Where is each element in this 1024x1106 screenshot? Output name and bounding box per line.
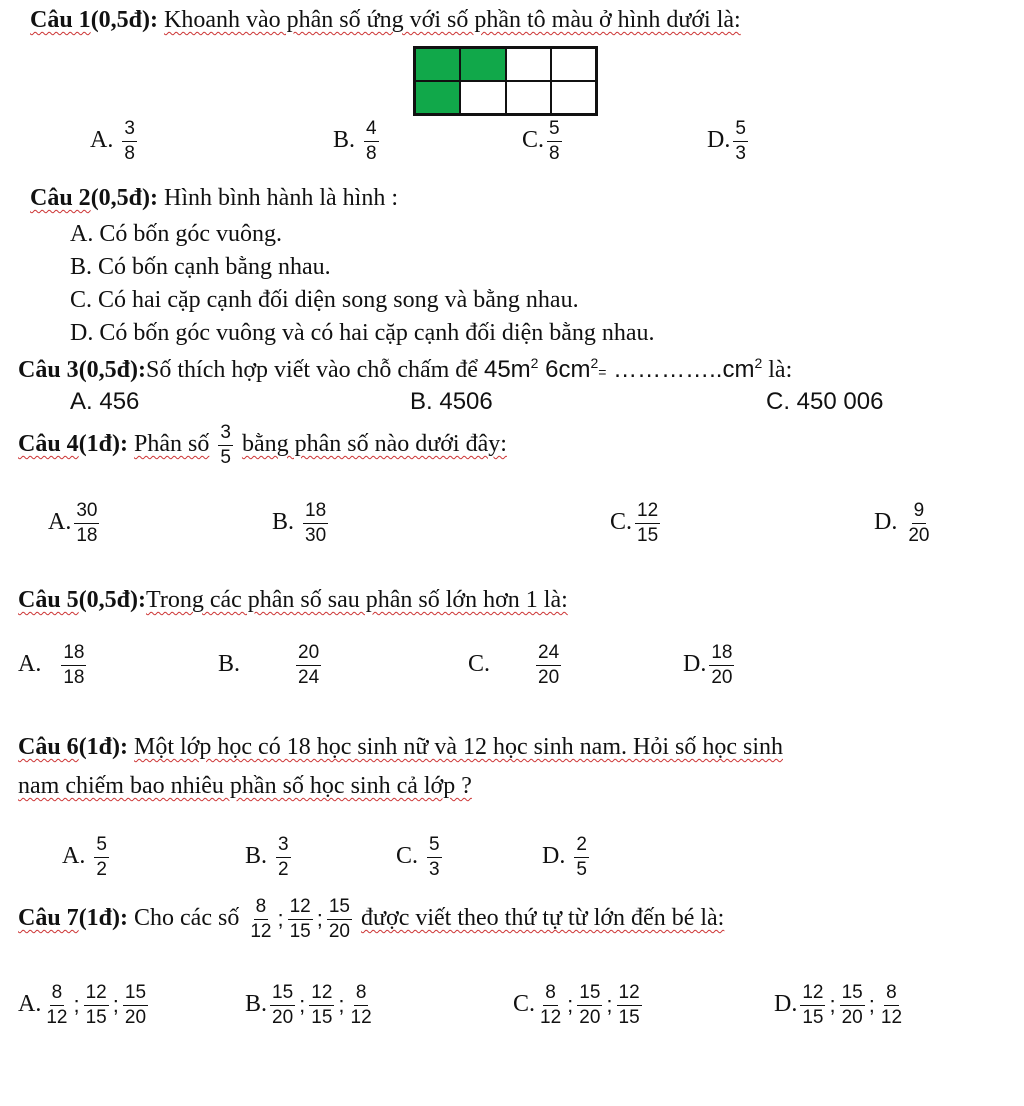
denominator: 12 bbox=[540, 1006, 562, 1028]
fraction bbox=[94, 834, 109, 881]
denominator: 8 bbox=[549, 142, 560, 164]
fraction bbox=[327, 896, 352, 943]
q7-option-a[interactable] bbox=[18, 982, 151, 1029]
q1-option-b[interactable] bbox=[333, 118, 382, 165]
numerator: 20 bbox=[296, 642, 321, 666]
q3-option-b[interactable]: B. 4506 bbox=[410, 388, 493, 415]
denominator: 5 bbox=[576, 858, 587, 880]
denominator: 20 bbox=[711, 666, 733, 688]
fraction bbox=[574, 834, 589, 881]
q6-points: (1đ): bbox=[78, 734, 129, 760]
q6-option-b[interactable] bbox=[245, 834, 294, 881]
fraction bbox=[122, 118, 137, 165]
fraction bbox=[364, 118, 379, 165]
fraction bbox=[303, 500, 328, 547]
numerator: 8 bbox=[50, 982, 65, 1006]
q7-label: Câu 7 bbox=[18, 904, 79, 931]
numerator: 18 bbox=[61, 642, 86, 666]
fraction bbox=[538, 982, 563, 1029]
fraction bbox=[577, 982, 602, 1029]
q6-option-d[interactable] bbox=[542, 834, 592, 881]
option-letter: C. bbox=[610, 508, 633, 535]
option-letter: A. bbox=[48, 508, 72, 535]
q7-option-d[interactable] bbox=[774, 982, 907, 1029]
exponent: 2 bbox=[754, 355, 763, 371]
fraction bbox=[733, 118, 748, 165]
q4-option-c[interactable] bbox=[610, 500, 663, 547]
fraction bbox=[349, 982, 374, 1029]
q5-option-d[interactable] bbox=[683, 642, 737, 689]
q2-option-b[interactable]: B. Có bốn cạnh bằng nhau. bbox=[70, 254, 331, 280]
q5-text: Trong các phân số sau phân số lớn hơn 1 là: bbox=[146, 587, 568, 613]
q1-label: Câu 1 bbox=[30, 7, 91, 33]
denominator: 20 bbox=[538, 666, 560, 688]
option-letter: D. bbox=[774, 990, 798, 1017]
q6-line2-text: nam chiếm bao nhiêu phần số học sinh cả lớp ? bbox=[18, 773, 472, 799]
q5-label: Câu 5 bbox=[18, 587, 79, 613]
separator: ; bbox=[277, 906, 284, 932]
denominator: 15 bbox=[85, 1006, 107, 1028]
numerator: 12 bbox=[635, 500, 660, 524]
fraction bbox=[218, 422, 233, 469]
separator: ; bbox=[73, 992, 80, 1018]
numerator: 5 bbox=[427, 834, 442, 858]
numerator: 15 bbox=[123, 982, 148, 1006]
numerator: 15 bbox=[270, 982, 295, 1006]
fraction bbox=[547, 118, 562, 165]
grid-cell-shaded bbox=[415, 81, 460, 114]
q4-option-d[interactable] bbox=[874, 500, 934, 547]
separator: ; bbox=[829, 992, 836, 1018]
denominator: 30 bbox=[305, 524, 327, 546]
grid-cell-empty bbox=[460, 81, 505, 114]
numerator: 12 bbox=[309, 982, 334, 1006]
numerator: 8 bbox=[354, 982, 369, 1006]
q3-expression bbox=[484, 356, 762, 383]
numerator: 3 bbox=[122, 118, 137, 142]
fraction bbox=[296, 642, 321, 689]
denominator: 2 bbox=[278, 858, 289, 880]
numerator: 12 bbox=[617, 982, 642, 1006]
q2-option-c[interactable]: C. Có hai cặp cạnh đối diện song song và bằng nhau. bbox=[70, 287, 579, 313]
q6-option-a[interactable] bbox=[62, 834, 112, 881]
denominator: 8 bbox=[124, 142, 135, 164]
q4-option-a[interactable] bbox=[48, 500, 102, 547]
fraction bbox=[270, 982, 295, 1029]
fraction bbox=[74, 500, 99, 547]
numerator: 12 bbox=[84, 982, 109, 1006]
denominator: 15 bbox=[637, 524, 659, 546]
fraction bbox=[84, 982, 109, 1029]
denominator: 3 bbox=[735, 142, 746, 164]
fraction bbox=[123, 982, 148, 1029]
denominator: 20 bbox=[328, 920, 350, 942]
question-1 bbox=[30, 8, 741, 32]
question-3 bbox=[18, 356, 792, 382]
q6-option-c[interactable] bbox=[396, 834, 445, 881]
q3-points: (0,5đ): bbox=[78, 357, 147, 383]
option-letter: B. bbox=[245, 842, 268, 869]
numerator: 5 bbox=[94, 834, 109, 858]
option-letter: A. bbox=[62, 842, 86, 869]
numerator: 3 bbox=[218, 422, 233, 446]
q1-option-c[interactable] bbox=[522, 118, 565, 165]
grid-cell-empty bbox=[551, 48, 596, 81]
fraction bbox=[635, 500, 660, 547]
fraction bbox=[248, 896, 273, 943]
exponent: 2 bbox=[530, 355, 539, 371]
numerator: 12 bbox=[800, 982, 825, 1006]
q7-text-after: được viết theo thứ tự từ lớn đến bé là: bbox=[361, 904, 725, 931]
separator: ; bbox=[316, 906, 323, 932]
question-7 bbox=[18, 896, 724, 943]
denominator: 20 bbox=[908, 524, 930, 546]
shaded-grid bbox=[413, 46, 598, 116]
option-letter: B. bbox=[333, 126, 356, 153]
numerator: 18 bbox=[709, 642, 734, 666]
denominator: 15 bbox=[311, 1006, 333, 1028]
denominator: 3 bbox=[429, 858, 440, 880]
numerator: 5 bbox=[733, 118, 748, 142]
grid-cell-empty bbox=[506, 81, 551, 114]
q1-text: Khoanh vào phân số ứng với số phần tô màu ở hình dưới là: bbox=[164, 7, 741, 33]
numerator: 18 bbox=[303, 500, 328, 524]
q6-line1: Một lớp học có 18 học sinh nữ và 12 học sinh nam. Hỏi số học sinh bbox=[134, 734, 783, 760]
option-letter: C. bbox=[522, 126, 545, 153]
fraction bbox=[276, 834, 291, 881]
q3-text: Số thích hợp viết vào chỗ chấm để bbox=[146, 357, 478, 383]
q1-option-a[interactable] bbox=[90, 118, 140, 165]
fraction bbox=[906, 500, 931, 547]
option-letter: D. bbox=[874, 508, 898, 535]
expr-part: 6cm bbox=[545, 356, 591, 383]
fraction bbox=[840, 982, 865, 1029]
denominator: 15 bbox=[618, 1006, 640, 1028]
question-4 bbox=[18, 422, 507, 469]
q5-option-a[interactable] bbox=[18, 642, 89, 689]
option-letter: C. bbox=[468, 650, 491, 677]
numerator: 8 bbox=[884, 982, 899, 1006]
grid-cell-shaded bbox=[460, 48, 505, 81]
q7-option-b[interactable] bbox=[245, 982, 377, 1029]
numerator: 8 bbox=[254, 896, 269, 920]
option-letter: B. bbox=[218, 650, 241, 677]
fraction bbox=[800, 982, 825, 1029]
q4-text-after: bằng phân số nào dưới đây: bbox=[241, 430, 507, 457]
question-2 bbox=[30, 186, 398, 210]
separator: ; bbox=[567, 992, 574, 1018]
denominator: 20 bbox=[272, 1006, 294, 1028]
denominator: 12 bbox=[350, 1006, 372, 1028]
fraction bbox=[61, 642, 86, 689]
q3-label: Câu 3 bbox=[18, 357, 79, 383]
q1-option-d[interactable] bbox=[707, 118, 751, 165]
denominator: 12 bbox=[880, 1006, 903, 1028]
q4-points: (1đ): bbox=[78, 430, 129, 457]
fraction bbox=[536, 642, 561, 689]
fraction bbox=[309, 982, 334, 1029]
exponent: 2 bbox=[590, 355, 599, 371]
numerator: 4 bbox=[364, 118, 379, 142]
q4-label: Câu 4 bbox=[18, 430, 79, 457]
fraction bbox=[617, 982, 642, 1029]
numerator: 30 bbox=[74, 500, 99, 524]
fraction bbox=[427, 834, 442, 881]
q6-label: Câu 6 bbox=[18, 734, 79, 760]
unit: cm bbox=[722, 356, 755, 383]
separator: ; bbox=[112, 992, 119, 1018]
q2-option-d[interactable]: D. Có bốn góc vuông và có hai cặp cạnh đối diện bằng nhau. bbox=[70, 320, 655, 346]
fraction bbox=[44, 982, 69, 1029]
q2-label: Câu 2 bbox=[30, 185, 91, 211]
q3-option-a[interactable]: A. 456 bbox=[70, 388, 140, 415]
denominator: 18 bbox=[76, 524, 98, 546]
q7-fraction-list bbox=[245, 896, 361, 942]
q5-option-c[interactable] bbox=[468, 642, 564, 689]
denominator: 20 bbox=[579, 1006, 601, 1028]
q7-text-before: Cho các số bbox=[134, 904, 240, 931]
denominator: 12 bbox=[46, 1006, 68, 1028]
q2-points: (0,5đ): bbox=[90, 185, 159, 211]
separator: ; bbox=[338, 992, 345, 1018]
separator: ; bbox=[606, 992, 613, 1018]
option-letter: D. bbox=[683, 650, 707, 677]
option-letter: A. bbox=[90, 126, 114, 153]
q2-text: Hình bình hành là hình : bbox=[164, 185, 398, 211]
fraction bbox=[709, 642, 734, 689]
option-letter: B. bbox=[272, 508, 295, 535]
denominator: 15 bbox=[802, 1006, 824, 1028]
q5-option-b[interactable] bbox=[218, 642, 324, 689]
separator: ; bbox=[299, 992, 306, 1018]
denominator: 12 bbox=[250, 920, 272, 942]
denominator: 20 bbox=[841, 1006, 863, 1028]
question-6 bbox=[18, 735, 783, 759]
grid-cell-empty bbox=[551, 81, 596, 114]
option-letter: A. bbox=[18, 990, 42, 1017]
option-letter: D. bbox=[542, 842, 566, 869]
numerator: 3 bbox=[276, 834, 291, 858]
grid-cell-shaded bbox=[415, 48, 460, 81]
option-letter: A. bbox=[18, 650, 42, 677]
denominator: 20 bbox=[124, 1006, 147, 1028]
equals-sign: = bbox=[598, 364, 607, 380]
numerator: 15 bbox=[327, 896, 352, 920]
numerator: 15 bbox=[577, 982, 602, 1006]
denominator: 2 bbox=[96, 858, 107, 880]
option-letter: C. bbox=[513, 990, 536, 1017]
q2-option-a[interactable]: A. Có bốn góc vuông. bbox=[70, 221, 282, 247]
q4-option-b[interactable] bbox=[272, 500, 331, 547]
numerator: 9 bbox=[912, 500, 927, 524]
denominator: 18 bbox=[63, 666, 85, 688]
denominator: 15 bbox=[289, 920, 311, 942]
blank-dots[interactable]: ………….. bbox=[613, 356, 723, 383]
question-5 bbox=[18, 588, 568, 612]
option-letter: D. bbox=[707, 126, 731, 153]
fraction bbox=[879, 982, 904, 1029]
q3-option-c[interactable]: C. 450 006 bbox=[766, 388, 884, 415]
fraction bbox=[288, 896, 313, 943]
q7-option-c[interactable] bbox=[513, 982, 645, 1029]
numerator: 12 bbox=[288, 896, 313, 920]
grid-cell-empty bbox=[506, 48, 551, 81]
denominator: 8 bbox=[366, 142, 377, 164]
option-letter: C. bbox=[396, 842, 419, 869]
q6-line2 bbox=[18, 774, 472, 798]
numerator: 15 bbox=[840, 982, 865, 1006]
q7-points: (1đ): bbox=[78, 904, 129, 931]
numerator: 8 bbox=[543, 982, 558, 1006]
numerator: 24 bbox=[536, 642, 561, 666]
numerator: 5 bbox=[547, 118, 562, 142]
denominator: 5 bbox=[220, 446, 231, 468]
numerator: 2 bbox=[574, 834, 589, 858]
q5-points: (0,5đ): bbox=[78, 587, 147, 613]
q4-text-before: Phân số bbox=[134, 430, 210, 457]
q1-points: (0,5đ): bbox=[90, 7, 159, 33]
denominator: 24 bbox=[298, 666, 320, 688]
q3-tail: là: bbox=[768, 357, 793, 383]
separator: ; bbox=[868, 992, 875, 1018]
expr-part: 45m bbox=[483, 356, 531, 383]
option-letter: B. bbox=[245, 990, 268, 1017]
